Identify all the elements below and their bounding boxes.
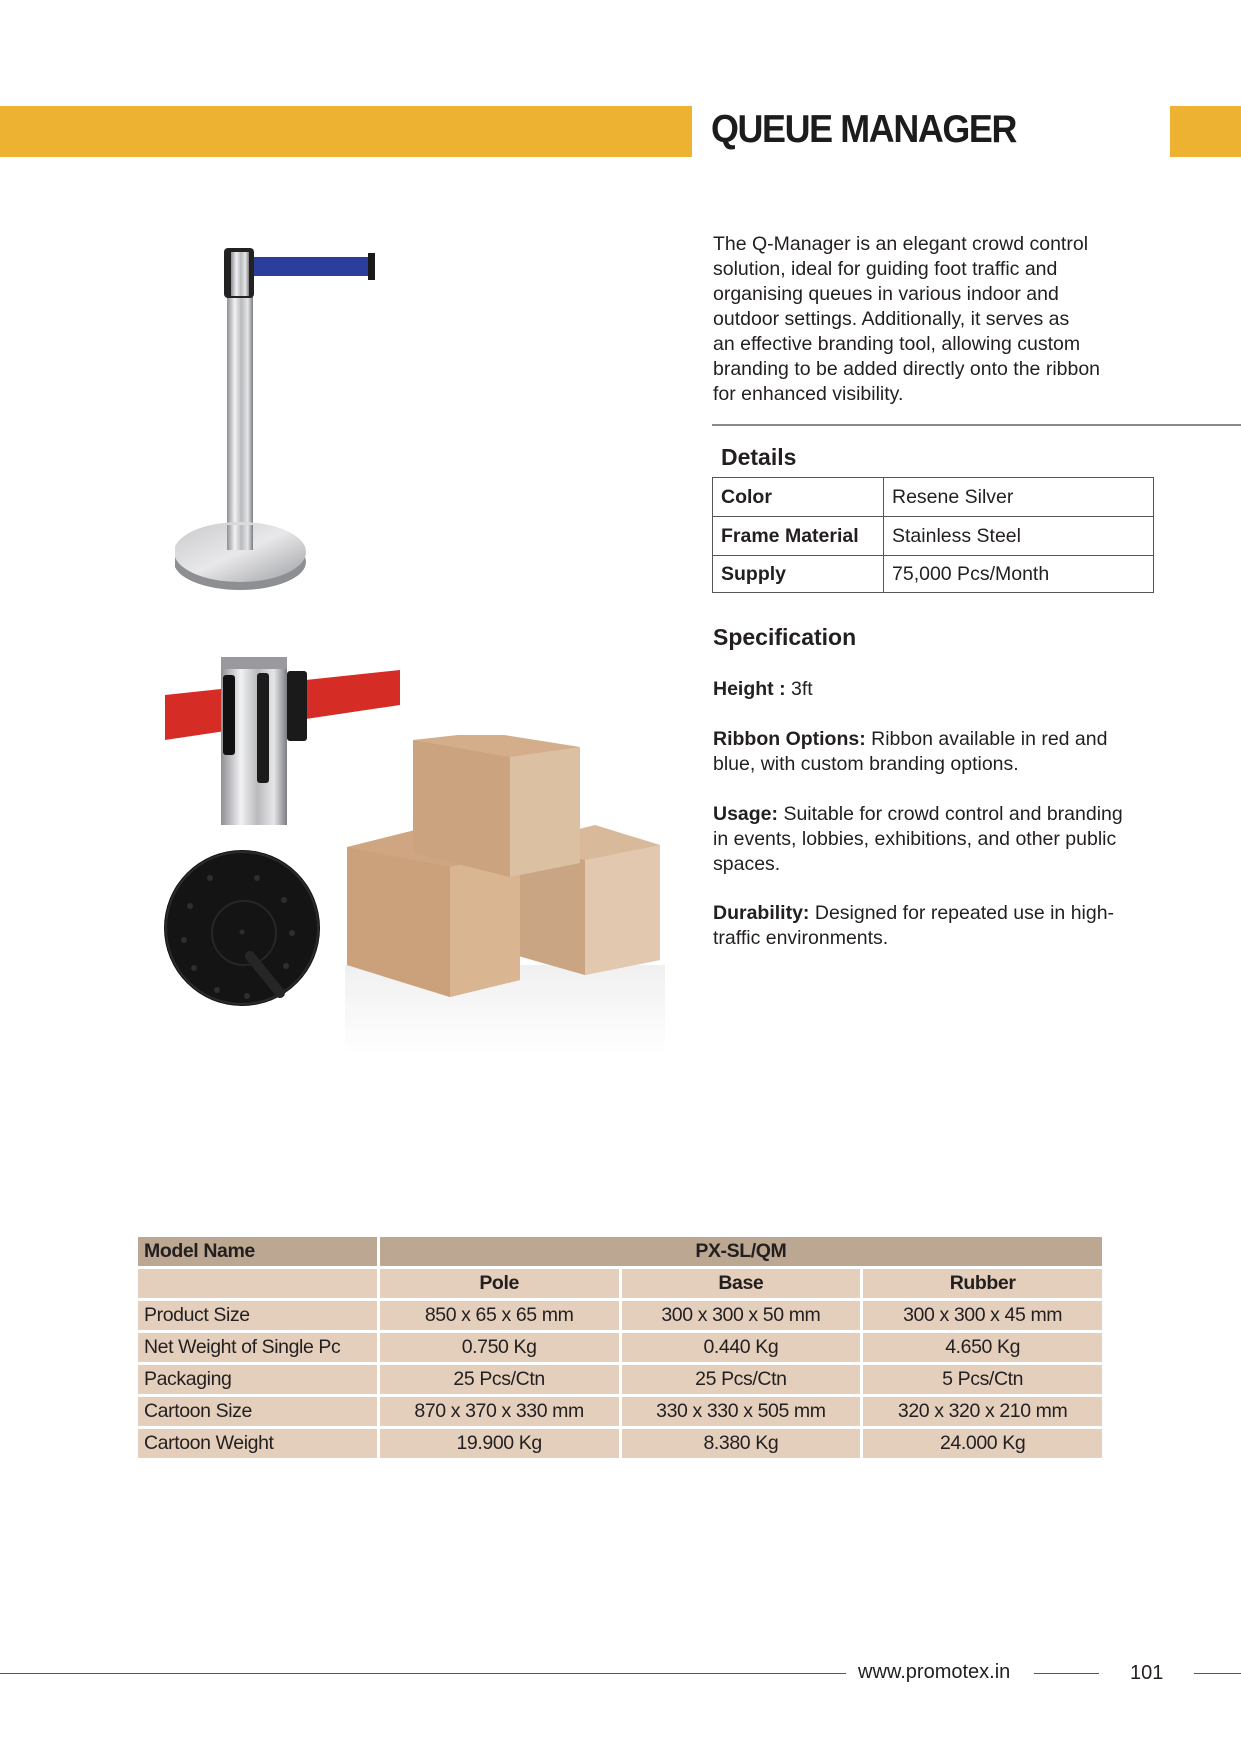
footer-url[interactable]: www.promotex.in — [858, 1661, 1011, 1683]
row-label: Packaging — [138, 1365, 377, 1394]
footer-rule — [0, 1673, 846, 1674]
cell: 0.440 Kg — [622, 1333, 861, 1362]
model-spec-table — [135, 1234, 1105, 1461]
intro-line: The Q-Manager is an elegant crowd control — [713, 233, 1089, 255]
spec-label: Usage: — [713, 803, 779, 825]
cell: 870 x 370 x 330 mm — [380, 1397, 619, 1426]
details-value: Resene Silver — [884, 478, 1154, 517]
intro-paragraph — [713, 232, 1153, 407]
intro-line: branding to be added directly onto the ribbon — [713, 358, 1101, 380]
details-row — [713, 556, 1154, 593]
spec-value: Ribbon available in red and — [865, 728, 1108, 750]
intro-line: for enhanced visibility. — [713, 383, 904, 405]
details-row — [713, 478, 1154, 517]
details-table — [712, 477, 1154, 593]
model-header-row — [138, 1237, 1102, 1266]
spec-value: blue, with custom branding options. — [713, 753, 1019, 775]
row-label: Cartoon Weight — [138, 1429, 377, 1458]
spec-value: Designed for repeated use in high- — [809, 902, 1115, 924]
cell: 0.750 Kg — [380, 1333, 619, 1362]
spec-value: in events, lobbies, exhibitions, and other public — [713, 828, 1117, 850]
row-label: Net Weight of Single Pc — [138, 1333, 377, 1362]
page-title: QUEUE MANAGER — [711, 108, 1017, 151]
details-heading: Details — [721, 444, 797, 470]
rubber-base-image — [162, 848, 322, 1008]
column-header: Rubber — [863, 1269, 1102, 1298]
table-row — [138, 1429, 1102, 1458]
details-value: Stainless Steel — [884, 517, 1154, 556]
footer-rule — [1034, 1673, 1099, 1674]
details-label: Color — [713, 478, 884, 517]
spec-label: Durability: — [713, 902, 810, 924]
spec-durability — [713, 901, 1153, 951]
cell: 24.000 Kg — [863, 1429, 1102, 1458]
table-row — [138, 1333, 1102, 1362]
row-label: Product Size — [138, 1301, 377, 1330]
pole — [227, 290, 253, 540]
header-accent-bar-left — [0, 106, 692, 157]
cell: 320 x 320 x 210 mm — [863, 1397, 1102, 1426]
carton-top — [413, 735, 580, 877]
row-label: Cartoon Size — [138, 1397, 377, 1426]
intro-line: organising queues in various indoor and — [713, 283, 1059, 305]
details-value: 75,000 Pcs/Month — [884, 556, 1154, 593]
table-row — [138, 1397, 1102, 1426]
spec-label: Height : — [713, 678, 786, 700]
column-header-row — [138, 1269, 1102, 1298]
intro-line: solution, ideal for guiding foot traffic and — [713, 258, 1058, 280]
details-label: Supply — [713, 556, 884, 593]
details-label: Frame Material — [713, 517, 884, 556]
footer-rule — [1194, 1673, 1241, 1674]
spec-label: Ribbon Options: — [713, 728, 866, 750]
page-number: 101 — [1130, 1662, 1164, 1684]
table-row — [138, 1365, 1102, 1394]
spec-value: spaces. — [713, 853, 781, 875]
header-accent-bar-right — [1170, 106, 1241, 157]
spec-value: Suitable for crowd control and branding — [778, 803, 1123, 825]
spec-height — [713, 677, 1153, 702]
cell: 4.650 Kg — [863, 1333, 1102, 1362]
divider — [712, 424, 1241, 426]
column-header: Pole — [380, 1269, 619, 1298]
cell: 5 Pcs/Ctn — [863, 1365, 1102, 1394]
cartons-image — [345, 735, 665, 1055]
specification-heading: Specification — [713, 624, 857, 650]
intro-line: outdoor settings. Additionally, it serves as — [713, 308, 1070, 330]
intro-line: an effective branding tool, allowing custom — [713, 333, 1081, 355]
model-code: PX-SL/QM — [380, 1237, 1102, 1266]
model-name-label: Model Name — [138, 1237, 377, 1266]
spec-usage — [713, 802, 1153, 877]
cell: 330 x 330 x 505 mm — [622, 1397, 861, 1426]
stanchion-pole-image — [175, 240, 415, 610]
spec-value: 3ft — [785, 678, 813, 700]
cell: 850 x 65 x 65 mm — [380, 1301, 619, 1330]
cell: 25 Pcs/Ctn — [622, 1365, 861, 1394]
table-row — [138, 1301, 1102, 1330]
empty-cell — [138, 1269, 377, 1298]
cell: 300 x 300 x 45 mm — [863, 1301, 1102, 1330]
column-header: Base — [622, 1269, 861, 1298]
spec-value: traffic environments. — [713, 927, 889, 949]
rubber-disc — [164, 850, 320, 1006]
cell: 19.900 Kg — [380, 1429, 619, 1458]
cell: 25 Pcs/Ctn — [380, 1365, 619, 1394]
details-row — [713, 517, 1154, 556]
cell: 300 x 300 x 50 mm — [622, 1301, 861, 1330]
spec-ribbon-options — [713, 727, 1153, 777]
cell: 8.380 Kg — [622, 1429, 861, 1458]
